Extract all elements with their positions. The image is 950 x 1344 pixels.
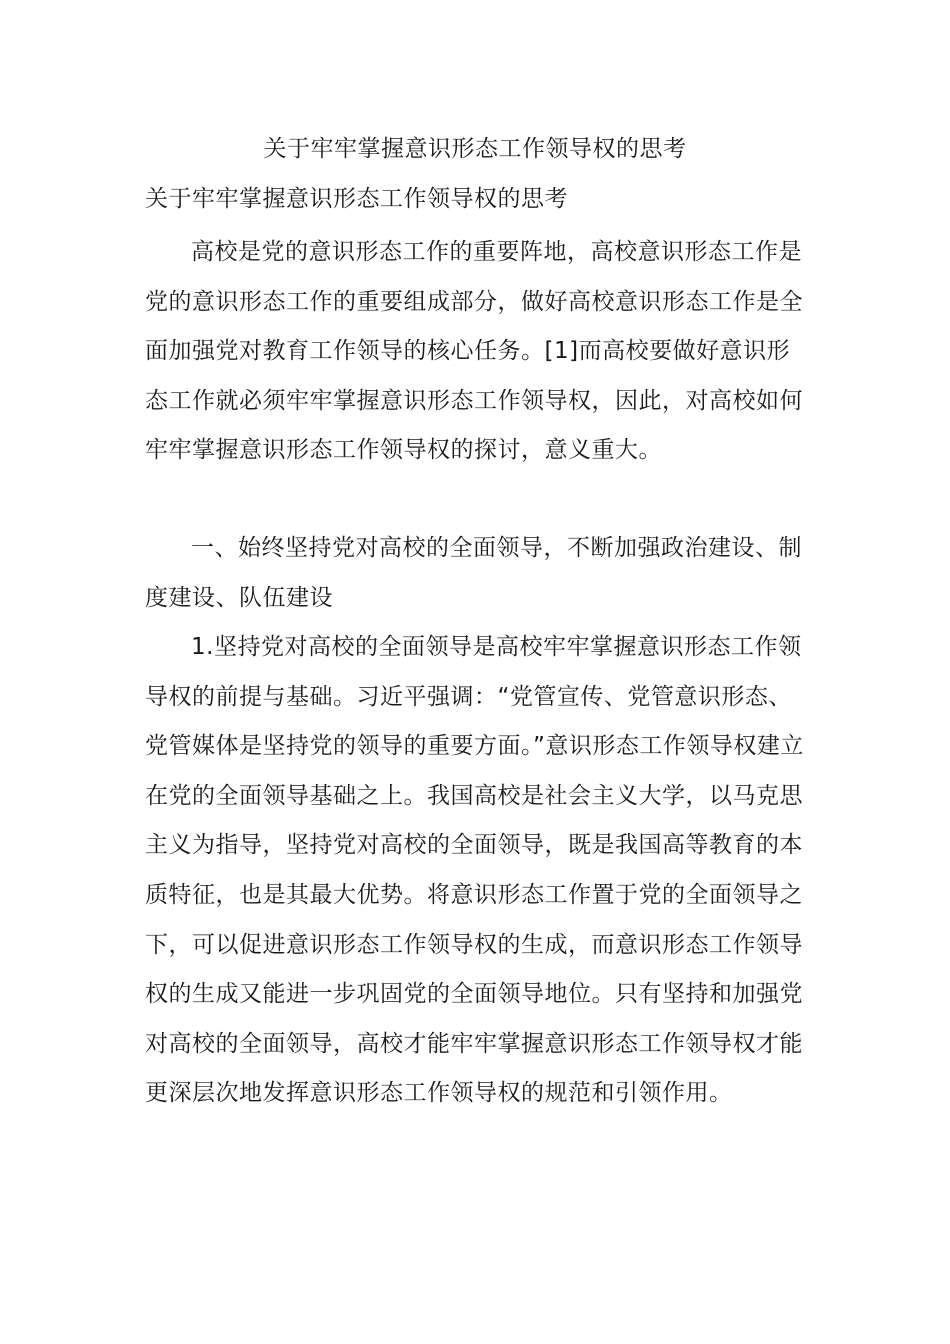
intro-paragraph: 高校是党的意识形态工作的重要阵地，高校意识形态工作是党的意识形态工作的重要组成部分，做好高校意识形态工作是全面加强党对教育工作领导的核心任务。[1]而高校要做好意识形态工作就必须牢牢掌握意识形态工作领导权，因此，对高校如何牢牢掌握意识形态工作领导权的探讨，意义重大。: [145, 239, 803, 464]
document-subtitle: 关于牢牢掌握意识形态工作领导权的思考: [145, 186, 568, 212]
document-title: 关于牢牢掌握意识形态工作领导权的思考: [263, 136, 687, 162]
body-paragraph: 1.坚持党对高校的全面领导是高校牢牢掌握意识形态工作领导权的前提与基础。习近平强调：“党管宣传、党管意识形态、党管媒体是坚持党的领导的重要方面。”意识形态工作领导权建立在党的全面领导基础之上。我国高校是社会主义大学，以马克思主义为指导，坚持党对高校的全面领导，既是我国高等教育的本质特征，也是其最大优势。将意识形态工作置于党的全面领导之下，可以促进意识形态工作领导权的生成，而意识形态工作领导权的生成又能进一步巩固党的全面领导地位。只有坚持和加强党对高校的全面领导，高校才能牢牢掌握意识形态工作领导权才能更深层次地发挥意识形态工作领导权的规范和引领作用。: [145, 634, 804, 1107]
section-heading: 一、始终坚持党对高校的全面领导，不断加强政治建设、制度建设、队伍建设: [145, 535, 802, 611]
